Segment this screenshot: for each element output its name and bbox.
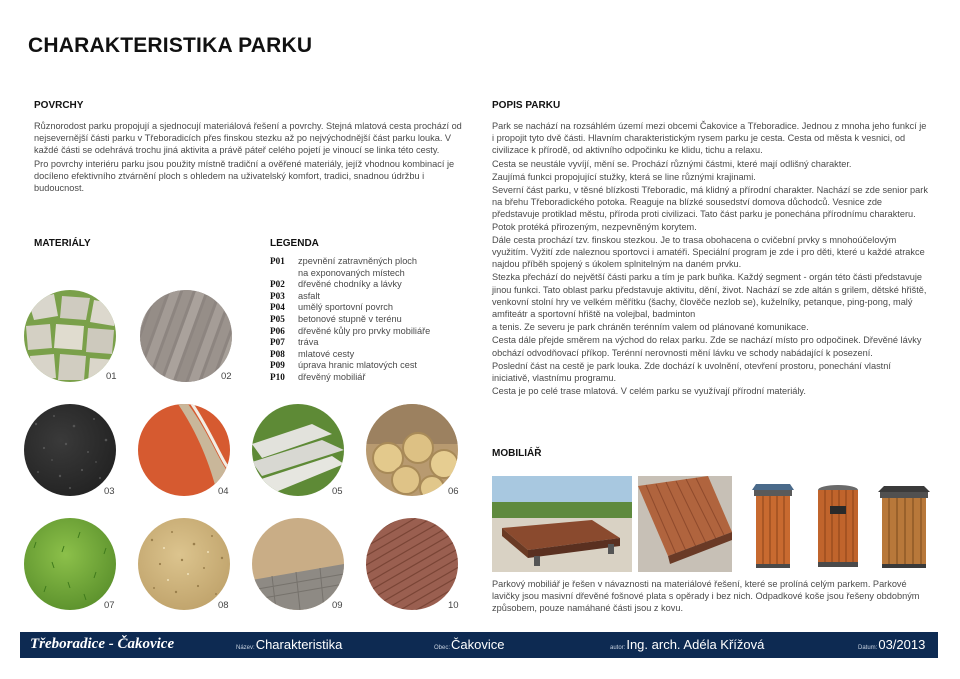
bench-closeup-photo [638, 476, 732, 572]
legend-item [270, 360, 485, 372]
waste-bin-round-photo [814, 484, 862, 570]
footer-bar [20, 632, 938, 658]
legend-code: P07 [270, 337, 285, 348]
footer-autor [610, 637, 764, 652]
material-asphalt-image [24, 404, 116, 496]
popis-paragraph: Severní část parku, v těsné blízkosti Třeboradic, má klidný a přírodní charakter. Nachází se zde senior park na břehu Třeboradického potoka. Reaguje na blízké sousedství domova důchodců. Vesnice zde představuje protiklad městu, příroda proti civilizaci. Tato část parku je ponechána přírodnímu charakteru. Potok protéká přirozeným, nezpevněným korytem. [492, 185, 928, 232]
footer-datum-value: 03/2013 [878, 637, 926, 652]
material-grass-image [24, 518, 116, 610]
povrchy-text [34, 120, 464, 195]
legend-item [270, 302, 485, 314]
legend-desc: tráva [298, 337, 319, 348]
footer-autor-label: autor: [610, 645, 626, 651]
material-number: 10 [448, 600, 459, 611]
popis-paragraph: a tenis. Ze severu je park chráněn terénním valem od plánované komunikace. [492, 322, 809, 333]
material-wooden-posts-image [366, 404, 458, 496]
footer-obec-label: Obec: [434, 645, 451, 651]
popis-paragraph: Zaujímá funkci propojující stužky, která se line různými krajinami. [492, 171, 756, 182]
popis-paragraph: Poslední část na cestě je park louka. Zde dochází k uvolnění, otevření prostoru, ponechání vlastní iniciativě, vlastnímu programu. [492, 360, 891, 384]
page-title: CHARAKTERISTIKA PARKU [28, 34, 313, 57]
legend-code: P09 [270, 360, 285, 371]
popis-paragraph: Cesta se neustále vyvíjí, mění se. Prochází různými částmi, které mají odlišný charakter. [492, 158, 852, 169]
material-wood-deck-image [140, 290, 232, 382]
material-gravel-image [138, 518, 230, 610]
bench-photo [492, 476, 632, 572]
material-grass-pavers-image [24, 290, 116, 382]
legend-item [270, 279, 485, 291]
legend-desc: betonové stupně v terénu [298, 313, 402, 324]
mobiliar-heading: MOBILIÁŘ [492, 448, 542, 459]
material-number: 08 [218, 600, 229, 611]
material-number: 04 [218, 486, 229, 497]
popis-heading: POPIS PARKU [492, 100, 561, 111]
footer-nazev-value: Charakteristika [255, 637, 343, 652]
legenda-heading: LEGENDA [270, 238, 319, 249]
popis-paragraph: Dále cesta prochází tzv. finskou stezkou. Je to trasa obohacena o cvičební prvky s mnohoúčelovým využitím. Vyžití zde naleznou sportovci i amatéři. Speciální program je zde i pro děti, které u každé atrakce najdou příběh spojený s úkolem splnitelným na daném prvku. [492, 234, 925, 270]
legend-desc: dřevěné kůly pro prvky mobiliáře [298, 325, 431, 336]
waste-bin-square-photo [876, 486, 932, 570]
footer-autor-value: Ing. arch. Adéla Křížová [626, 637, 765, 652]
materialy-heading: MATERIÁLY [34, 238, 91, 249]
footer-datum [858, 637, 925, 652]
material-number: 07 [104, 600, 115, 611]
material-number: 05 [332, 486, 343, 497]
waste-bin-photo [748, 482, 798, 570]
legend-item [270, 268, 485, 280]
legend-code [270, 268, 298, 280]
legend-item [270, 256, 485, 268]
legend-desc: úprava hranic mlatových cest [298, 360, 417, 371]
legend-list [270, 256, 485, 384]
footer-nazev-label: Název: [236, 645, 255, 651]
material-concrete-steps-image [252, 404, 344, 496]
legend-item [270, 337, 485, 349]
legend-code: P02 [270, 279, 285, 290]
legend-code: P04 [270, 302, 285, 313]
legend-item [270, 349, 485, 361]
povrchy-heading: POVRCHY [34, 100, 84, 111]
legend-code: P01 [270, 256, 285, 266]
material-number: 03 [104, 486, 115, 497]
footer-brand: Třeboradice - Čakovice [30, 636, 175, 652]
legend-item [270, 314, 485, 326]
material-number: 01 [106, 371, 117, 382]
mobiliar-text: Parkový mobiliář je řešen v návaznosti na materiálové řešení, které se prolíná celým parkem. Parkové lavičky jsou masivní dřevěné fošnové plata s opěrady i bez nich. Odpadkové koše jsou řešeny obdobným způsobem, pouze namáhané části jsou z kovu. [492, 579, 920, 614]
legend-desc: na exponovaných místech [298, 267, 405, 278]
popis-paragraph: Cesta je po celé trase mlatová. V celém parku se využívají přírodní materiály. [492, 386, 806, 397]
material-number: 06 [448, 486, 459, 497]
legend-code: P06 [270, 325, 285, 336]
footer-obec-value: Čakovice [451, 637, 505, 652]
footer-nazev [236, 637, 342, 652]
legend-desc: mlatové cesty [298, 348, 355, 359]
material-number: 09 [332, 600, 343, 611]
legend-item [270, 326, 485, 338]
legend-code: P05 [270, 313, 285, 324]
legend-code: P08 [270, 348, 285, 359]
legend-item [270, 291, 485, 303]
legend-code: P10 [270, 371, 285, 382]
popis-paragraph: Park se nachází na rozsáhlém území mezi obcemi Čakovice a Třeboradice. Jednou z mnoha jeho funkcí je i propojit tyto dvě části. Hlavním charakteristickým rysem parku je cesta. Cesta od města k vesnici, od civilizace k přírodě, od aktivního odpočinku ke klidu, tichu a relaxu. [492, 121, 927, 156]
material-number: 02 [221, 371, 232, 382]
legend-desc: dřevěný mobiliář [298, 371, 366, 382]
popis-text [492, 120, 928, 398]
legend-desc: dřevěné chodníky a lávky [298, 279, 402, 290]
material-sports-surface-image [138, 404, 230, 496]
povrchy-paragraph-2: Pro povrchy interiéru parku jsou použity místně tradiční a ověřené materiály, jejíž vhodnou kombinací je docíleno efektivního ztvárnění ploch s ohledem na uživatelský komfort, tradici, snadnou údržbu i budoucnost. [34, 158, 455, 194]
footer-datum-label: Datum: [858, 645, 878, 651]
legend-desc: zpevnění zatravněných ploch [298, 256, 418, 266]
footer-obec [434, 637, 504, 652]
legend-desc: umělý sportovní povrch [298, 302, 393, 313]
legend-desc: asfalt [298, 290, 320, 301]
popis-paragraph: Stezka přechází do největší části parku a tím je park buňka. Každý segment - orgán této části představuje jinou funkci. Tato oblast parku představuje aktivitu, dění, život. Nachází se zde altán s grilem, dětské hřiště, venkovní stolní hry ve velkém měřítku (šachy, člověče nezlob se), kuželníky, petanque, ping-pong, malý amfiteátr a sportovní hřiště na volejbal, badminton [492, 272, 927, 320]
legend-item [270, 372, 485, 384]
popis-paragraph: Cesta dále přejde směrem na východ do relax parku. Zde se nachází místo pro odpočinek. Dřevěné lávky obchází odvodňovací příkop. Terénní nerovnosti mění lávku ve schody nabádající k posezení. [492, 335, 922, 358]
legend-code: P03 [270, 290, 285, 301]
material-wooden-furniture-image [366, 518, 458, 610]
material-path-edging-image [252, 518, 344, 610]
povrchy-paragraph-1: Různorodost parku propojují a sjednocují materiálová řešení a povrchy. Stejná mlatová cesta prochází od nejsevernější části parku v Třeboradicích přes finskou stezku až po nejvýchodnější část parku louka. V každé části se odehrává trochu jiná aktivita a právě páteř celého pojetí je vinoucí se linka této cesty. [34, 121, 462, 156]
